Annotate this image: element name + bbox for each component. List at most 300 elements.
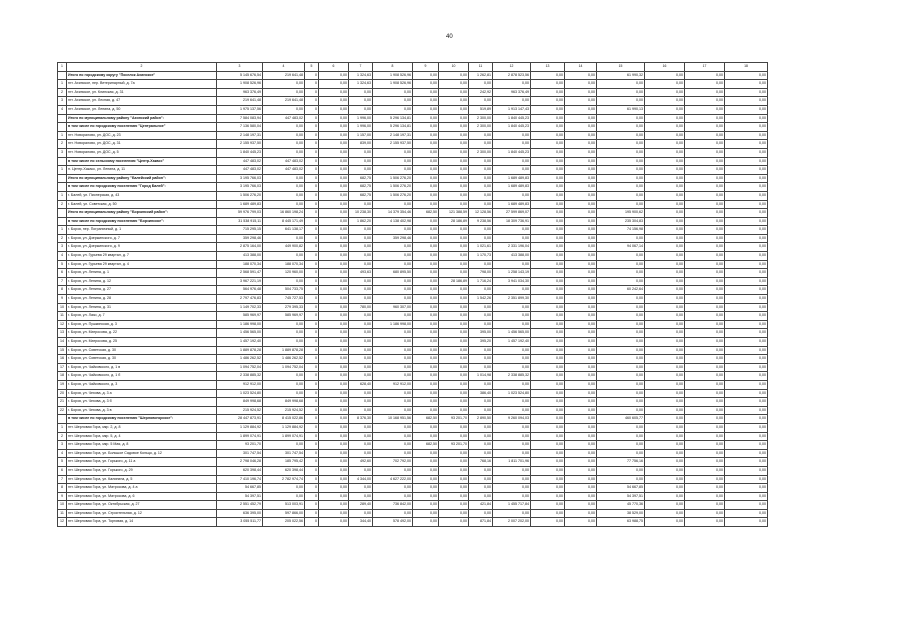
row-number: 6 — [58, 466, 67, 475]
value-cell: 121 388,59 — [439, 209, 469, 218]
value-cell: 0,00 — [493, 140, 531, 149]
value-cell: 0,00 — [531, 123, 565, 132]
address-cell: п. Центр-Хакасс, ул. Ленина, д. 11 — [67, 166, 217, 175]
value-cell: 0,00 — [645, 380, 685, 389]
value-cell: 0,00 — [349, 157, 373, 166]
value-cell: 0,00 — [597, 338, 645, 347]
row-number — [58, 183, 67, 192]
value-cell: 235 304,83 — [597, 217, 645, 226]
value-cell: 0,00 — [645, 320, 685, 329]
value-cell: 0,00 — [373, 484, 413, 493]
value-cell: 0,00 — [725, 252, 768, 261]
value-cell: 0,00 — [469, 303, 493, 312]
table-row — [58, 88, 768, 97]
value-cell: 0 — [305, 363, 319, 372]
value-cell: 0,00 — [319, 166, 349, 175]
value-cell: 0,00 — [565, 234, 597, 243]
value-cell: 0,00 — [597, 140, 645, 149]
value-cell: 0,00 — [439, 466, 469, 475]
value-cell: 344,40 — [349, 518, 373, 527]
value-cell: 0,00 — [725, 88, 768, 97]
row-number: 10 — [58, 303, 67, 312]
value-cell: 0,00 — [645, 252, 685, 261]
value-cell: 0,00 — [725, 234, 768, 243]
value-cell: 0,00 — [565, 475, 597, 484]
value-cell: 0,00 — [645, 355, 685, 364]
value-cell: 0,00 — [597, 363, 645, 372]
value-cell: 54 397,51 — [597, 492, 645, 501]
value-cell: 0,00 — [685, 123, 725, 132]
table-row — [58, 71, 768, 80]
row-number: 7 — [58, 277, 67, 286]
value-cell: 2 875 164,00 — [217, 243, 263, 252]
value-cell: 0,00 — [493, 423, 531, 432]
value-cell: 1 689 489,83 — [493, 183, 531, 192]
value-cell: 963 376,49 — [493, 88, 531, 97]
value-cell: 0,00 — [685, 363, 725, 372]
value-cell: 0,00 — [565, 260, 597, 269]
value-cell: 0,00 — [373, 423, 413, 432]
value-cell: 0,00 — [349, 449, 373, 458]
table-row — [58, 338, 768, 347]
value-cell: 10 238,30 — [349, 209, 373, 218]
value-cell: 0 — [305, 380, 319, 389]
row-number: 20 — [58, 389, 67, 398]
value-cell: 513 003,91 — [263, 501, 305, 510]
value-cell: 0,00 — [493, 441, 531, 450]
value-cell: 54 667,85 — [217, 484, 263, 493]
value-cell: 0,00 — [439, 449, 469, 458]
address-cell: Итого по городскому округу "Поселок Ахинское" — [67, 71, 217, 80]
table-row — [58, 320, 768, 329]
value-cell: 0,00 — [319, 286, 349, 295]
value-cell: 0,00 — [597, 88, 645, 97]
table-row — [58, 398, 768, 407]
value-cell: 0,00 — [319, 509, 349, 518]
value-cell: 279 395,33 — [263, 303, 305, 312]
value-cell: 0,00 — [725, 406, 768, 415]
value-cell: 0,00 — [565, 509, 597, 518]
value-cell: 0,00 — [319, 415, 349, 424]
value-cell: 0,00 — [531, 458, 565, 467]
value-cell: 0,00 — [531, 166, 565, 175]
value-cell: 0,00 — [349, 88, 373, 97]
value-cell: 0,00 — [685, 166, 725, 175]
value-cell: 0,00 — [349, 252, 373, 261]
value-cell: 0,00 — [263, 320, 305, 329]
value-cell: 3 195 766,03 — [217, 183, 263, 192]
value-cell: 0,00 — [531, 501, 565, 510]
value-cell: 0,00 — [263, 88, 305, 97]
value-cell: 0,00 — [565, 363, 597, 372]
value-cell: 3 967 221,19 — [217, 277, 263, 286]
value-cell: 0,00 — [645, 183, 685, 192]
value-cell: 0,00 — [531, 466, 565, 475]
value-cell: 0,00 — [319, 252, 349, 261]
value-cell: 0,00 — [565, 501, 597, 510]
value-cell: 620 398,44 — [263, 466, 305, 475]
value-cell: 0,00 — [531, 243, 565, 252]
table-row — [58, 432, 768, 441]
value-cell: 0,00 — [319, 338, 349, 347]
value-cell: 0,00 — [263, 234, 305, 243]
value-cell: 54 397,51 — [217, 492, 263, 501]
value-cell: 0,00 — [645, 105, 685, 114]
value-cell: 0 — [305, 252, 319, 261]
value-cell: 0,00 — [597, 97, 645, 106]
value-cell: 0,00 — [645, 449, 685, 458]
value-cell: 0,00 — [439, 80, 469, 89]
value-cell: 0,00 — [373, 406, 413, 415]
value-cell: 0 — [305, 260, 319, 269]
row-number: 1 — [58, 191, 67, 200]
address-cell: г. Борзя, ул. Чайковского, д. 1 б — [67, 372, 217, 381]
value-cell: 1 170,73 — [469, 252, 493, 261]
value-cell: 960 307,00 — [373, 303, 413, 312]
value-cell: 0,00 — [645, 166, 685, 175]
value-cell: 2 331 196,04 — [493, 243, 531, 252]
value-cell: 0,00 — [685, 200, 725, 209]
table-row — [58, 466, 768, 475]
value-cell: 7 410 196,74 — [217, 475, 263, 484]
value-cell: 0,00 — [263, 191, 305, 200]
value-cell: 0,00 — [565, 303, 597, 312]
value-cell: 0,00 — [645, 346, 685, 355]
value-cell: 0,00 — [565, 200, 597, 209]
table-row — [58, 363, 768, 372]
value-cell: 871,84 — [469, 518, 493, 527]
value-cell: 3 195 766,03 — [217, 174, 263, 183]
value-cell: 0,00 — [685, 398, 725, 407]
value-cell: 447 483,02 — [263, 114, 305, 123]
value-cell: 0,00 — [373, 260, 413, 269]
value-cell: 0,00 — [373, 398, 413, 407]
value-cell: 0,00 — [413, 303, 439, 312]
table-row — [58, 277, 768, 286]
value-cell: 0,00 — [469, 166, 493, 175]
table-row — [58, 200, 768, 209]
value-cell: 0,00 — [565, 191, 597, 200]
value-cell: 0,00 — [469, 492, 493, 501]
value-cell: 395,20 — [469, 338, 493, 347]
value-cell: 0,00 — [439, 269, 469, 278]
value-cell: 1 456 565,00 — [217, 329, 263, 338]
value-cell: 0,00 — [439, 174, 469, 183]
value-cell: 0,00 — [373, 295, 413, 304]
value-cell: 0,00 — [413, 295, 439, 304]
table-row — [58, 260, 768, 269]
value-cell: 912 912,00 — [217, 380, 263, 389]
address-cell: г. Борзя, ул. Дзержинского, д. 9 — [67, 243, 217, 252]
value-cell: 0,00 — [531, 97, 565, 106]
value-cell: 0,00 — [263, 338, 305, 347]
address-cell: г. Борзя, ул. Чехова, д. 3 б — [67, 398, 217, 407]
value-cell: 0,00 — [685, 449, 725, 458]
value-cell: 359 298,46 — [217, 234, 263, 243]
value-cell: 0,00 — [645, 209, 685, 218]
value-cell: 0,00 — [725, 320, 768, 329]
value-cell: 0,00 — [439, 380, 469, 389]
value-cell: 0,00 — [725, 183, 768, 192]
value-cell: 0 — [305, 286, 319, 295]
address-cell: пгт. Шерловая Гора, ул. Матросова, д. 6 — [67, 492, 217, 501]
value-cell: 0,00 — [645, 295, 685, 304]
value-cell: 0,00 — [413, 252, 439, 261]
value-cell: 0,00 — [531, 226, 565, 235]
value-cell: 2 798 046,28 — [217, 458, 263, 467]
value-cell: 0,00 — [725, 295, 768, 304]
value-cell: 0,00 — [439, 140, 469, 149]
value-cell: 1 889 878,28 — [217, 346, 263, 355]
value-cell: 1 506 276,20 — [373, 191, 413, 200]
value-cell: 0,00 — [493, 157, 531, 166]
value-cell: 1 689 489,83 — [217, 200, 263, 209]
value-cell: 0,00 — [319, 466, 349, 475]
value-cell: 0,00 — [685, 71, 725, 80]
value-cell: 2 351 899,30 — [493, 295, 531, 304]
value-cell: 0,00 — [725, 174, 768, 183]
value-cell: 0,00 — [413, 269, 439, 278]
value-cell: 0,00 — [645, 509, 685, 518]
table-row — [58, 217, 768, 226]
table-row — [58, 303, 768, 312]
value-cell: 0,00 — [469, 363, 493, 372]
value-cell: 0,00 — [597, 183, 645, 192]
value-cell: 0,00 — [439, 346, 469, 355]
value-cell: 0,00 — [645, 329, 685, 338]
value-cell: 0,00 — [565, 449, 597, 458]
value-cell: 0,00 — [645, 492, 685, 501]
row-number — [58, 174, 67, 183]
value-cell: 0,00 — [439, 200, 469, 209]
value-cell: 61 990,32 — [597, 71, 645, 80]
value-cell: 0,00 — [319, 518, 349, 527]
value-cell: 0,00 — [413, 217, 439, 226]
value-cell: 0,00 — [565, 398, 597, 407]
value-cell: 0 — [305, 355, 319, 364]
value-cell: 0,00 — [439, 243, 469, 252]
value-cell: 0,00 — [373, 243, 413, 252]
value-cell: 0,00 — [469, 484, 493, 493]
value-cell: 0,00 — [685, 105, 725, 114]
value-cell: 0,00 — [597, 372, 645, 381]
value-cell: 0,00 — [413, 501, 439, 510]
value-cell: 0 — [305, 97, 319, 106]
value-cell: 0,00 — [645, 226, 685, 235]
address-cell: Итого по муниципальному району "Борзинский район": — [67, 209, 217, 218]
value-cell: 0,00 — [597, 166, 645, 175]
value-cell: 0,00 — [469, 509, 493, 518]
value-cell: 0,00 — [469, 131, 493, 140]
value-cell: 1 908 526,96 — [373, 71, 413, 80]
value-cell: 0,00 — [493, 466, 531, 475]
value-cell: 0 — [305, 88, 319, 97]
value-cell: 0,00 — [645, 80, 685, 89]
value-cell: 0,00 — [349, 320, 373, 329]
value-cell: 7 584 083,94 — [217, 114, 263, 123]
value-cell: 0,00 — [531, 423, 565, 432]
value-cell: 0 — [305, 389, 319, 398]
row-number: 2 — [58, 234, 67, 243]
value-cell: 2 148 197,31 — [217, 131, 263, 140]
value-cell: 0,00 — [645, 217, 685, 226]
value-cell: 0,00 — [645, 475, 685, 484]
value-cell: 0,00 — [531, 372, 565, 381]
value-cell: 0 — [305, 217, 319, 226]
value-cell: 1 889 878,28 — [263, 346, 305, 355]
value-cell: 0,00 — [319, 423, 349, 432]
value-cell: 0,00 — [413, 226, 439, 235]
value-cell: 0,00 — [413, 509, 439, 518]
value-cell: 0 — [305, 329, 319, 338]
value-cell: 0,00 — [413, 518, 439, 527]
address-cell: пгт. Шерловая Гора, мкр. 5, д. 4 — [67, 432, 217, 441]
table-row — [58, 475, 768, 484]
value-cell: 0,00 — [685, 475, 725, 484]
value-cell: 1 258 143,19 — [493, 269, 531, 278]
value-cell: 0,00 — [565, 320, 597, 329]
value-cell: 798,00 — [469, 269, 493, 278]
row-number: 12 — [58, 518, 67, 527]
column-number: 18 — [725, 63, 768, 72]
value-cell: 0,00 — [565, 140, 597, 149]
value-cell: 0 — [305, 148, 319, 157]
value-cell: 0,00 — [597, 252, 645, 261]
value-cell: 745 727,53 — [263, 295, 305, 304]
value-cell: 16 860 198,24 — [263, 209, 305, 218]
value-cell: 0,00 — [565, 441, 597, 450]
value-cell: 0 — [305, 518, 319, 527]
row-number: 4 — [58, 105, 67, 114]
address-cell: пгт. Шерловая Гора, ул. Калинина, д. 5 — [67, 475, 217, 484]
address-cell: г. Борзя, ул. Гурьева 29 квартал, д. 4 — [67, 260, 217, 269]
value-cell: 0 — [305, 398, 319, 407]
value-cell: 0,00 — [469, 234, 493, 243]
value-cell: 0 — [305, 80, 319, 89]
value-cell: 0 — [305, 423, 319, 432]
address-cell: г. Борзя, ул. Пушкинская, д. 3 — [67, 320, 217, 329]
value-cell: 215 924,52 — [263, 406, 305, 415]
value-cell: 0,00 — [645, 372, 685, 381]
value-cell: 0,00 — [685, 191, 725, 200]
value-cell: 0,00 — [413, 277, 439, 286]
value-cell: 0 — [305, 475, 319, 484]
value-cell: 1 486 262,52 — [217, 355, 263, 364]
address-cell: Итого по муниципальному району "Балейский район": — [67, 174, 217, 183]
value-cell: 54 667,85 — [597, 484, 645, 493]
value-cell: 1 149 702,33 — [217, 303, 263, 312]
value-cell: 0,00 — [469, 260, 493, 269]
row-number: 2 — [58, 140, 67, 149]
value-cell: 0,00 — [531, 191, 565, 200]
table-row — [58, 380, 768, 389]
value-cell: 0,00 — [685, 372, 725, 381]
value-cell: 0,00 — [349, 398, 373, 407]
value-cell: 0,00 — [319, 105, 349, 114]
value-cell: 5 296 134,81 — [373, 123, 413, 132]
value-cell: 1 186 998,00 — [217, 320, 263, 329]
value-cell: 0,00 — [263, 80, 305, 89]
value-cell: 0,00 — [439, 398, 469, 407]
value-cell: 0,00 — [319, 174, 349, 183]
value-cell: 2 007 202,00 — [493, 518, 531, 527]
value-cell: 0,00 — [439, 148, 469, 157]
value-cell: 0 — [305, 432, 319, 441]
address-cell: г. Балей, ул. Пионерская, д. 43 — [67, 191, 217, 200]
value-cell: 0,00 — [349, 234, 373, 243]
value-cell: 0 — [305, 114, 319, 123]
value-cell: 0,00 — [645, 518, 685, 527]
address-cell: г. Борзя, ул. Чехова, д. 3 в — [67, 406, 217, 415]
value-cell: 0,00 — [319, 269, 349, 278]
value-cell: 0,00 — [565, 174, 597, 183]
value-cell: 0,00 — [319, 277, 349, 286]
value-cell: 768,16 — [469, 458, 493, 467]
value-cell: 0,00 — [349, 97, 373, 106]
value-cell: 0,00 — [597, 191, 645, 200]
value-cell: 0,00 — [263, 148, 305, 157]
row-number — [58, 415, 67, 424]
value-cell: 0,00 — [685, 226, 725, 235]
value-cell: 0,00 — [725, 123, 768, 132]
table-row — [58, 389, 768, 398]
value-cell: 0,00 — [469, 423, 493, 432]
value-cell: 0,00 — [685, 97, 725, 106]
value-cell: 0,00 — [645, 501, 685, 510]
value-cell: 682,75 — [349, 191, 373, 200]
value-cell: 0,00 — [531, 303, 565, 312]
value-cell: 0,00 — [531, 295, 565, 304]
value-cell: 0,00 — [373, 105, 413, 114]
value-cell: 0,00 — [319, 389, 349, 398]
value-cell: 195 900,62 — [597, 209, 645, 218]
value-cell: 0,00 — [469, 191, 493, 200]
value-cell: 0,00 — [413, 449, 439, 458]
value-cell: 0,00 — [597, 200, 645, 209]
value-cell: 0,00 — [531, 406, 565, 415]
value-cell: 0,00 — [565, 88, 597, 97]
value-cell: 1 262,81 — [469, 71, 493, 80]
register-sheet — [57, 62, 768, 527]
value-cell: 0,00 — [413, 174, 439, 183]
value-cell: 0,00 — [373, 509, 413, 518]
value-cell: 63 988,75 — [597, 518, 645, 527]
value-cell: 0,00 — [725, 355, 768, 364]
address-cell: пгт. Шерловая Гора, ул. Октябрьская, д. 27 — [67, 501, 217, 510]
value-cell: 0,00 — [565, 432, 597, 441]
value-cell: 0,00 — [373, 277, 413, 286]
value-cell: 585 969,97 — [217, 312, 263, 321]
value-cell: 0,00 — [685, 148, 725, 157]
value-cell: 0,00 — [565, 492, 597, 501]
value-cell: 0,00 — [725, 509, 768, 518]
table-row — [58, 123, 768, 132]
value-cell: 0,00 — [531, 131, 565, 140]
value-cell: 0,00 — [493, 97, 531, 106]
value-cell: 188 070,34 — [217, 260, 263, 269]
value-cell: 0,00 — [725, 466, 768, 475]
table-row — [58, 458, 768, 467]
value-cell: 0,00 — [413, 140, 439, 149]
value-cell: 0,00 — [413, 114, 439, 123]
table-row — [58, 80, 768, 89]
value-cell: 519,89 — [469, 105, 493, 114]
value-cell: 0,00 — [597, 114, 645, 123]
table-row — [58, 97, 768, 106]
value-cell: 0,00 — [645, 148, 685, 157]
value-cell: 0,00 — [725, 140, 768, 149]
value-cell: 0,00 — [469, 466, 493, 475]
